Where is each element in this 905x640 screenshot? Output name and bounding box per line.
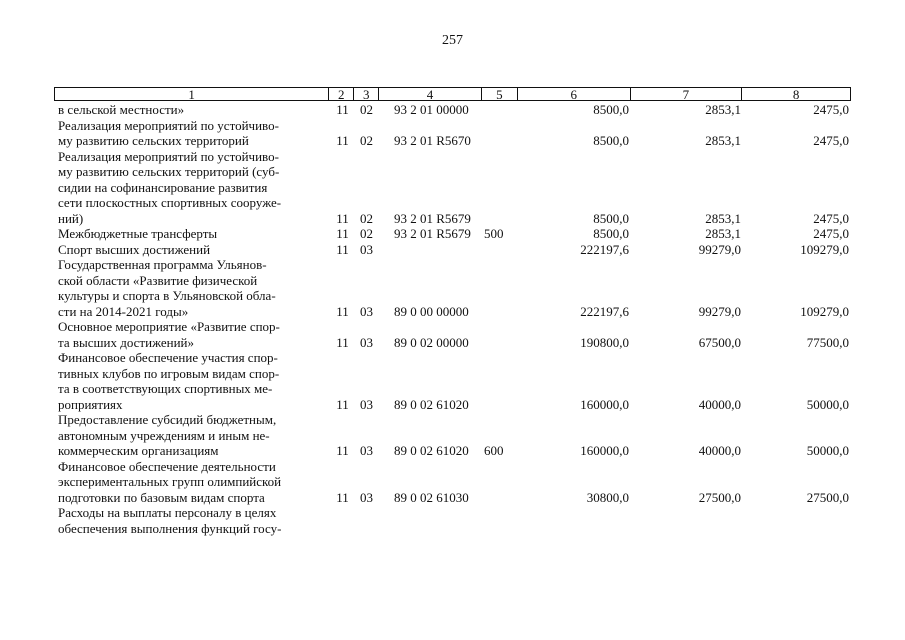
table-header-row <box>54 87 851 101</box>
column-header-7: 7 <box>631 88 743 100</box>
section-code: 11 <box>336 489 349 505</box>
row-item-name <box>54 118 329 149</box>
subsection-code: 03 <box>360 489 373 505</box>
item-name-line: тивных клубов по игровым видам спор- <box>58 365 280 381</box>
item-name-line: та в соответствующих спортивных ме- <box>58 381 273 396</box>
target-article-code: 89 0 02 61030 <box>394 489 469 505</box>
item-name-line: культуры и спорта в Ульяновской обла- <box>58 288 276 303</box>
item-name-line: Спорт высших достижений <box>58 241 211 257</box>
row-item-name <box>54 412 329 459</box>
amount-col7: 40000,0 <box>698 443 741 458</box>
amount-col6: 160000,0 <box>580 396 629 412</box>
amount-col6: 222197,6 <box>580 241 629 257</box>
expense-type-code: 500 <box>484 226 504 241</box>
target-article-code: 89 0 02 61020 <box>394 396 469 412</box>
row-item-name <box>54 257 329 319</box>
section-code: 11 <box>336 210 349 226</box>
target-article-code: 93 2 01 00000 <box>394 102 469 117</box>
table-row <box>54 319 851 350</box>
column-header-4: 4 <box>379 88 482 100</box>
amount-col6: 222197,6 <box>580 303 629 319</box>
row-item-name <box>54 242 329 258</box>
item-name-line: роприятиях <box>58 396 123 412</box>
item-name-line: обеспечения выполнения функций госу- <box>58 520 282 536</box>
table-row <box>54 242 851 258</box>
amount-col6: 8500,0 <box>593 102 629 117</box>
item-name-line: ний) <box>58 210 84 226</box>
amount-col8: 109279,0 <box>800 303 849 319</box>
subsection-code: 03 <box>360 443 373 458</box>
item-name-line: Финансовое обеспечение участия спор- <box>58 350 278 365</box>
item-name-line: Реализация мероприятий по устойчиво- <box>58 117 279 133</box>
section-code: 11 <box>336 133 349 148</box>
row-item-name <box>54 319 329 350</box>
amount-col8: 2475,0 <box>813 133 849 148</box>
item-name-line: Расходы на выплаты персоналу в целях <box>58 505 277 520</box>
subsection-code: 02 <box>360 102 373 117</box>
amount-col8: 77500,0 <box>806 334 849 350</box>
section-code: 11 <box>336 226 349 241</box>
amount-col6: 8500,0 <box>593 226 629 241</box>
item-name-line: сти на 2014-2021 годы» <box>58 303 189 319</box>
item-name-line: сидии на софинансирование развития <box>58 179 268 195</box>
table-row <box>54 118 851 149</box>
column-header-5: 5 <box>482 88 518 100</box>
column-header-1: 1 <box>55 88 329 100</box>
item-name-line: ской области «Развитие физической <box>58 272 258 288</box>
target-article-code: 89 0 00 00000 <box>394 303 469 319</box>
subsection-code: 03 <box>360 241 373 257</box>
item-name-line: сети плоскостных спортивных сооруже- <box>58 195 282 210</box>
item-name-line: Основное мероприятие «Развитие спор- <box>58 319 280 334</box>
row-item-name <box>54 102 329 118</box>
budget-table <box>54 87 851 536</box>
table-row <box>54 412 851 459</box>
target-article-code: 93 2 01 R5679 <box>394 210 471 226</box>
item-name-line: Межбюджетные трансферты <box>58 226 218 241</box>
column-header-2: 2 <box>329 88 354 100</box>
amount-col7: 2853,1 <box>705 133 741 148</box>
target-article-code: 89 0 02 00000 <box>394 334 469 350</box>
table-row <box>54 505 851 536</box>
column-header-6: 6 <box>518 88 631 100</box>
subsection-code: 02 <box>360 210 373 226</box>
table-row <box>54 149 851 227</box>
amount-col6: 8500,0 <box>593 133 629 148</box>
table-row <box>54 350 851 412</box>
table-row <box>54 257 851 319</box>
amount-col8: 2475,0 <box>813 210 849 226</box>
amount-col7: 2853,1 <box>705 102 741 117</box>
amount-col7: 27500,0 <box>698 489 741 505</box>
amount-col7: 67500,0 <box>698 334 741 350</box>
amount-col7: 2853,1 <box>705 210 741 226</box>
subsection-code: 03 <box>360 334 373 350</box>
table-body <box>54 102 851 536</box>
item-name-line: автономным учреждениям и иным не- <box>58 427 270 443</box>
item-name-line: му развитию сельских территорий <box>58 133 249 148</box>
section-code: 11 <box>336 443 349 458</box>
amount-col7: 99279,0 <box>698 303 741 319</box>
section-code: 11 <box>336 303 349 319</box>
section-code: 11 <box>336 241 349 257</box>
row-item-name <box>54 226 329 242</box>
amount-col7: 99279,0 <box>698 241 741 257</box>
amount-col8: 2475,0 <box>813 102 849 117</box>
table-row <box>54 226 851 242</box>
amount-col6: 160000,0 <box>580 443 629 458</box>
item-name-line: экспериментальных групп олимпийской <box>58 474 282 489</box>
page-number: 257 <box>442 33 463 48</box>
amount-col8: 109279,0 <box>800 241 849 257</box>
expense-type-code: 600 <box>484 443 504 458</box>
item-name-line: Реализация мероприятий по устойчиво- <box>58 148 279 164</box>
target-article-code: 89 0 02 61020 <box>394 443 469 458</box>
row-item-name <box>54 505 329 536</box>
row-item-name <box>54 350 329 412</box>
item-name-line: коммерческим организациям <box>58 443 219 458</box>
subsection-code: 03 <box>360 303 373 319</box>
amount-col8: 50000,0 <box>806 396 849 412</box>
item-name-line: Финансовое обеспечение деятельности <box>58 458 276 474</box>
subsection-code: 03 <box>360 396 373 412</box>
item-name-line: Предоставление субсидий бюджетным, <box>58 412 277 427</box>
subsection-code: 02 <box>360 226 373 241</box>
target-article-code: 93 2 01 R5670 <box>394 133 471 148</box>
amount-col8: 2475,0 <box>813 226 849 241</box>
item-name-line: в сельской местности» <box>58 102 185 117</box>
section-code: 11 <box>336 102 349 117</box>
subsection-code: 02 <box>360 133 373 148</box>
item-name-line: подготовки по базовым видам спорта <box>58 489 265 505</box>
amount-col6: 30800,0 <box>586 489 629 505</box>
item-name-line: Государственная программа Ульянов- <box>58 257 267 272</box>
amount-col8: 50000,0 <box>806 443 849 458</box>
section-code: 11 <box>336 334 349 350</box>
row-item-name <box>54 459 329 506</box>
amount-col7: 40000,0 <box>698 396 741 412</box>
row-item-name <box>54 149 329 227</box>
amount-col8: 27500,0 <box>806 489 849 505</box>
column-header-8: 8 <box>792 87 800 102</box>
target-article-code: 93 2 01 R5679 <box>394 226 471 241</box>
amount-col6: 190800,0 <box>580 334 629 350</box>
amount-col6: 8500,0 <box>593 210 629 226</box>
item-name-line: му развитию сельских территорий (суб- <box>58 164 280 179</box>
amount-col7: 2853,1 <box>705 226 741 241</box>
table-row <box>54 102 851 118</box>
column-header-3: 3 <box>354 88 379 100</box>
section-code: 11 <box>336 396 349 412</box>
item-name-line: та высших достижений» <box>58 334 195 350</box>
table-row <box>54 459 851 506</box>
